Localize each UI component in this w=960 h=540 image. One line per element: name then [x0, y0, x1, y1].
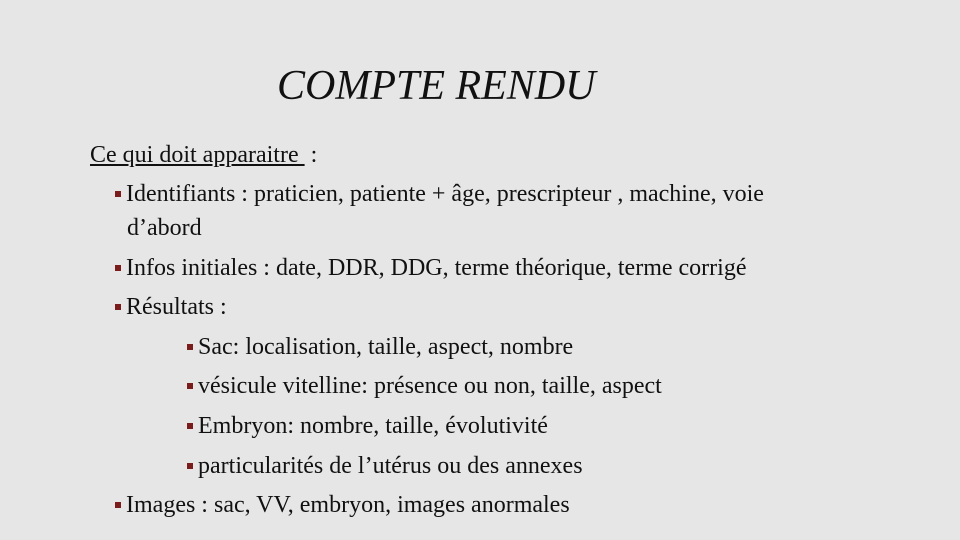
- list-item-identifiants: [115, 181, 764, 208]
- list-item-text: d’abord: [127, 215, 202, 241]
- list-item-text: Résultats :: [126, 294, 227, 320]
- sub-item-particularites: [187, 453, 583, 480]
- sub-item-vesicule: [187, 373, 662, 400]
- list-item-resultats: [115, 294, 227, 321]
- intro-line: [90, 142, 317, 169]
- square-bullet-icon: [187, 383, 193, 389]
- intro-tail-text: :: [304, 142, 318, 168]
- slide-title: COMPTE RENDU: [277, 63, 596, 109]
- square-bullet-icon: [187, 423, 193, 429]
- square-bullet-icon: [187, 344, 193, 350]
- list-item-infos-initiales: [115, 255, 746, 282]
- square-bullet-icon: [115, 265, 121, 271]
- square-bullet-icon: [115, 191, 121, 197]
- sub-item-sac: [187, 334, 573, 361]
- list-item-text: Identifiants : praticien, patiente + âge, prescripteur , machine, voie: [126, 181, 764, 207]
- sub-item-text: Embryon: nombre, taille, évolutivité: [198, 413, 548, 439]
- square-bullet-icon: [187, 463, 193, 469]
- sub-item-text: particularités de l’utérus ou des annexes: [198, 453, 583, 479]
- intro-underlined-text: Ce qui doit apparaitre: [90, 142, 305, 168]
- sub-item-text: vésicule vitelline: présence ou non, taille, aspect: [198, 373, 662, 399]
- sub-item-text: Sac: localisation, taille, aspect, nombre: [198, 334, 574, 360]
- list-item-identifiants-continuation: [127, 215, 202, 242]
- list-item-text: Infos initiales : date, DDR, DDG, terme théorique, terme corrigé: [126, 255, 747, 281]
- list-item-text: Images : sac, VV, embryon, images anormales: [126, 492, 570, 518]
- square-bullet-icon: [115, 304, 121, 310]
- square-bullet-icon: [115, 502, 121, 508]
- sub-item-embryon: [187, 413, 548, 440]
- list-item-images: [115, 492, 570, 519]
